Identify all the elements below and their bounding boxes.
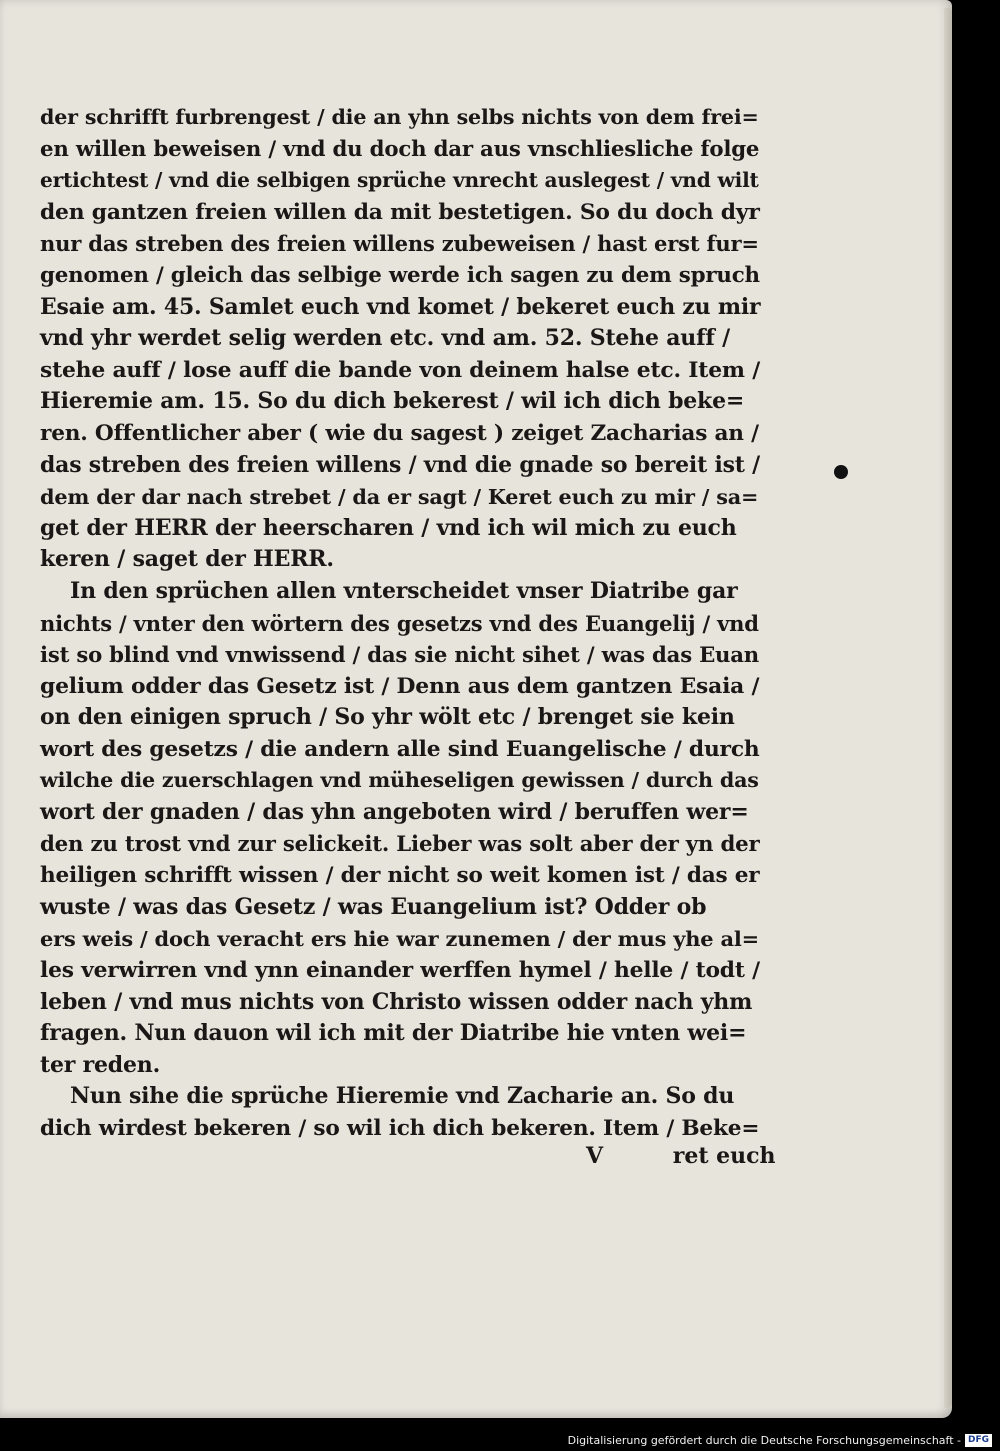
dfg-logo: DFG xyxy=(965,1434,992,1447)
text-line: wort der gnaden / das yhn angeboten wird / beruffen wer= xyxy=(40,799,749,826)
text-line: den gantzen freien willen da mit bestetigen. So du doch dyr xyxy=(40,199,760,225)
text-line: vnd yhr werdet selig werden etc. vnd am. 52. Stehe auff / xyxy=(40,325,730,352)
text-line: wuste / was das Gesetz / was Euangelium ist? Odder ob xyxy=(40,893,707,920)
text-line: das streben des freien willens / vnd die gnade so bereit ist / xyxy=(40,451,760,478)
text-line: on den einigen spruch / So yhr wölt etc / brenget sie kein xyxy=(40,704,735,731)
text-line: ter reden. xyxy=(40,1051,161,1078)
text-line: nur das streben des freien willens zubeweisen / hast erst fur= xyxy=(40,231,759,257)
credit-text: Digitalisierung gefördert durch die Deutsche Forschungsgemeinschaft - xyxy=(567,1434,961,1447)
text-line: der schrifft furbrengest / die an yhn selbs nichts von dem frei= xyxy=(40,105,759,129)
text-line: get der HERR der heerscharen / vnd ich wil mich zu euch xyxy=(40,514,737,541)
text-line: Nun sihe die sprüche Hieremie vnd Zacharie an. So du xyxy=(70,1083,735,1110)
text-line: leben / vnd mus nichts von Christo wissen odder nach yhm xyxy=(40,988,753,1015)
text-line: gelium odder das Gesetz ist / Denn aus dem gantzen Esaia / xyxy=(40,672,760,699)
text-line: ren. Offentlicher aber ( wie du sagest ) zeiget Zacharias an / xyxy=(40,420,759,446)
text-line: wort des gesetzs / die andern alle sind Euangelische / durch xyxy=(40,736,760,762)
text-line: ertichtest / vnd die selbigen sprüche vnrecht auslegest / vnd wilt xyxy=(40,168,759,193)
catchword: ret euch xyxy=(672,1143,776,1169)
text-line: dich wirdest bekeren / so wil ich dich bekeren. Item / Beke= xyxy=(40,1116,760,1141)
text-line: keren / saget der HERR. xyxy=(40,546,334,573)
text-line: les verwirren vnd ynn einander werffen hymel / helle / todt / xyxy=(40,958,760,984)
text-line: den zu trost vnd zur selickeit. Lieber was solt aber der yn der xyxy=(40,831,760,857)
text-line: In den sprüchen allen vnterscheidet vnser Diatribe gar xyxy=(70,577,738,604)
text-line: ers weis / doch veracht ers hie war zunemen / der mus yhe al= xyxy=(40,926,759,952)
text-line: fragen. Nun dauon wil ich mit der Diatribe hie vnten wei= xyxy=(40,1020,747,1047)
text-line: wilche die zuerschlagen vnd müheseligen gewissen / durch das xyxy=(40,768,759,793)
text-line: Hieremie am. 15. So du dich bekerest / wil ich dich beke= xyxy=(40,388,745,415)
text-line: en willen beweisen / vnd du doch dar aus vnschliesliche folge xyxy=(40,136,760,162)
text-line: stehe auff / lose auff die bande von deinem halse etc. Item / xyxy=(40,356,760,383)
ink-dot xyxy=(834,465,848,479)
page-edge xyxy=(944,8,952,1408)
text-line: nichts / vnter den wörtern des gesetzs vnd des Euangelij / vnd xyxy=(40,610,759,636)
signature-mark: V xyxy=(586,1143,604,1169)
text-line: genomen / gleich das selbige werde ich sagen zu dem spruch xyxy=(40,262,760,288)
text-line: heiligen schrifft wissen / der nicht so weit komen ist / das er xyxy=(40,863,760,889)
page-footer-line xyxy=(586,1143,776,1169)
text-line: ist so blind vnd vnwissend / das sie nicht sihet / was das Euan xyxy=(40,642,759,668)
text-line: Esaie am. 45. Samlet euch vnd komet / bekeret euch zu mir xyxy=(40,293,761,320)
text-line: dem der dar nach strebet / da er sagt / Keret euch zu mir / sa= xyxy=(40,484,759,510)
text-block xyxy=(40,102,760,1145)
digitization-credit xyxy=(568,1434,992,1447)
